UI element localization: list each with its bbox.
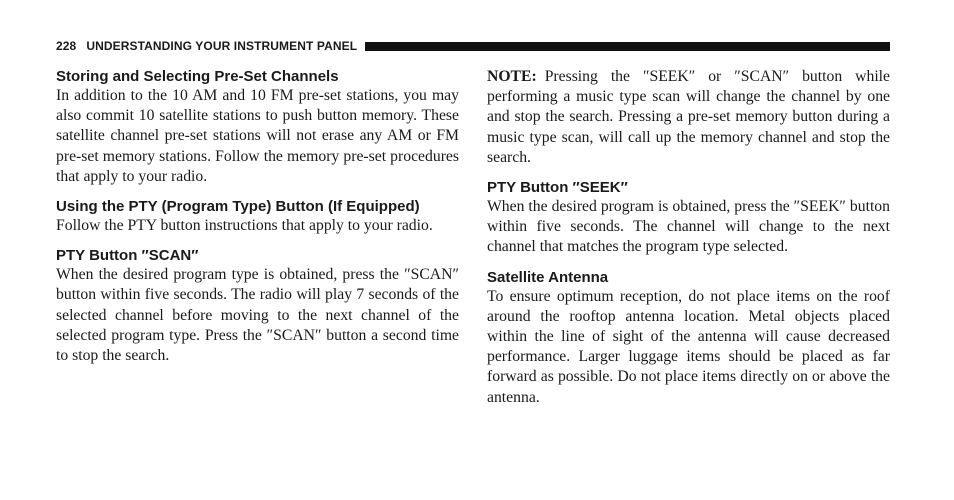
section-body: When the desired program is obtained, press the ″SEEK″ button within five seconds. The channel will change to the next channel that matches the program type selected. (487, 198, 890, 256)
note-block (487, 67, 890, 168)
section-heading: PTY Button ″SEEK″ (487, 179, 628, 197)
section-heading: PTY Button ″SCAN″ (56, 247, 199, 265)
section-pty-seek (487, 178, 890, 258)
left-column (56, 67, 459, 376)
section-heading: Storing and Selecting Pre-Set Channels (56, 68, 339, 85)
section-storing-preset-channels (56, 67, 459, 187)
header-rule (365, 42, 890, 51)
section-body: To ensure optimum reception, do not place items on the roof around the rooftop antenna location. Metal objects placed within the line of sight of the antenna will cause decreased performance. Larger luggage items should be placed as far forward as possible. Do not place items directly on or above the antenna. (487, 287, 890, 406)
note-paragraph (487, 67, 890, 168)
page-number: 228 (56, 39, 77, 53)
running-head: UNDERSTANDING YOUR INSTRUMENT PANEL (86, 39, 358, 53)
section-body: When the desired program type is obtained, press the ″SCAN″ button within five seconds. The radio will play 7 seconds of the selected channel before moving to the next channel of the selected program type. Press the ″SCAN″ button a second time to stop the search. (56, 266, 459, 365)
section-body: Follow the PTY button instructions that apply to your radio. (56, 217, 433, 235)
section-body: In addition to the 10 AM and 10 FM pre-set stations, you may also commit 10 satellite stations to push button memory. These satellite channel pre-set stations will not erase any AM or FM pre-set memory stations. Follow the memory pre-set procedures that apply to your radio. (56, 87, 459, 185)
note-text: Pressing the ″SEEK″ or ″SCAN″ button while performing a music type scan will change the channel by one and stop the search. Pressing a pre-set memory button during a music type scan, will call up the memory channel and stop the search. (487, 68, 890, 166)
section-pty-scan (56, 246, 459, 366)
section-satellite-antenna (487, 268, 890, 408)
section-pty-button (56, 197, 459, 236)
page-header (56, 38, 890, 54)
note-label: NOTE: (487, 68, 537, 85)
section-heading: Satellite Antenna (487, 268, 609, 286)
right-column (487, 67, 890, 418)
section-heading: Using the PTY (Program Type) Button (If Equipped) (56, 198, 420, 216)
